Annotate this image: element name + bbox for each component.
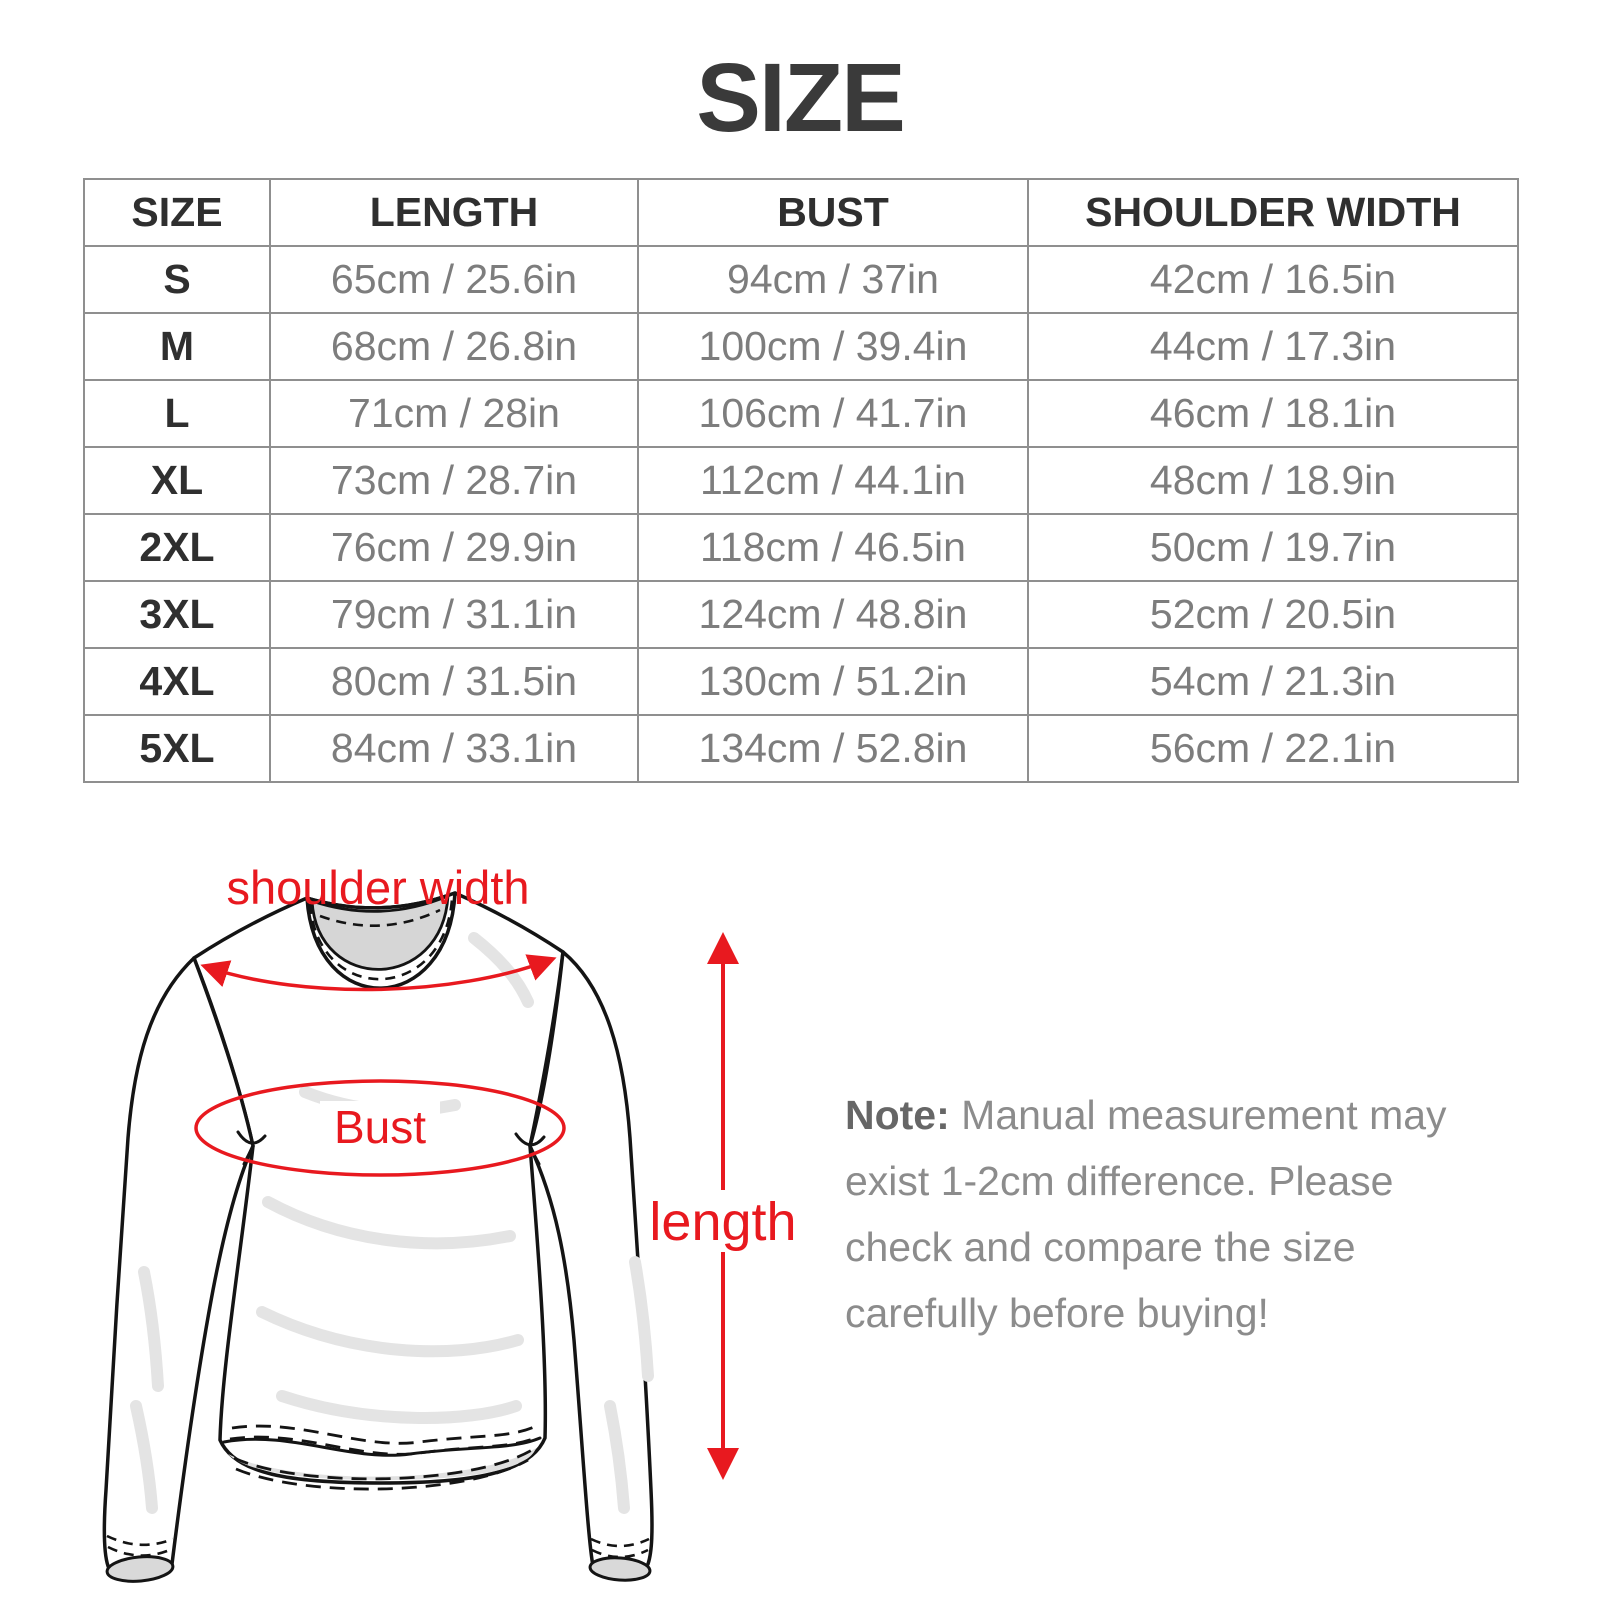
size-cell: S: [84, 246, 270, 313]
shoulder-cell: 54cm / 21.3in: [1028, 648, 1518, 715]
shoulder-cell: 48cm / 18.9in: [1028, 447, 1518, 514]
table-row: [84, 246, 1518, 313]
shoulder-cell: 42cm / 16.5in: [1028, 246, 1518, 313]
header-shoulder-width: SHOULDER WIDTH: [1028, 179, 1518, 246]
note-text: [845, 1082, 1460, 1346]
length-cell: 71cm / 28in: [270, 380, 638, 447]
bust-cell: 124cm / 48.8in: [638, 581, 1028, 648]
bust-label: Bust: [333, 1101, 427, 1153]
shoulder-cell: 56cm / 22.1in: [1028, 715, 1518, 782]
shoulder-width-label: shoulder width: [226, 861, 530, 914]
table-row: [84, 380, 1518, 447]
table-row: [84, 514, 1518, 581]
length-cell: 73cm / 28.7in: [270, 447, 638, 514]
bust-cell: 112cm / 44.1in: [638, 447, 1028, 514]
note-label: Note:: [845, 1092, 950, 1138]
length-cell: 68cm / 26.8in: [270, 313, 638, 380]
size-cell: 3XL: [84, 581, 270, 648]
note-body: Manual measurement may exist 1-2cm difference. Please check and compare the size carefully before buying!: [845, 1092, 1447, 1336]
table-row: [84, 581, 1518, 648]
bust-cell: 94cm / 37in: [638, 246, 1028, 313]
header-bust: BUST: [638, 179, 1028, 246]
table-header-row: [84, 179, 1518, 246]
page-title: SIZE: [696, 43, 904, 152]
table-row: [84, 648, 1518, 715]
size-cell: 5XL: [84, 715, 270, 782]
length-cell: 76cm / 29.9in: [270, 514, 638, 581]
bust-cell: 106cm / 41.7in: [638, 380, 1028, 447]
length-cell: 80cm / 31.5in: [270, 648, 638, 715]
bust-cell: 130cm / 51.2in: [638, 648, 1028, 715]
header-size: SIZE: [84, 179, 270, 246]
length-cell: 65cm / 25.6in: [270, 246, 638, 313]
size-cell: L: [84, 380, 270, 447]
size-cell: M: [84, 313, 270, 380]
length-cell: 84cm / 33.1in: [270, 715, 638, 782]
size-cell: 2XL: [84, 514, 270, 581]
size-table: [83, 178, 1519, 783]
table-row: [84, 313, 1518, 380]
size-cell: 4XL: [84, 648, 270, 715]
length-label: length: [649, 1192, 797, 1252]
shirt-measurement-diagram: [50, 840, 810, 1600]
bust-cell: 134cm / 52.8in: [638, 715, 1028, 782]
table-row: [84, 447, 1518, 514]
shoulder-cell: 52cm / 20.5in: [1028, 581, 1518, 648]
length-cell: 79cm / 31.1in: [270, 581, 638, 648]
bust-cell: 100cm / 39.4in: [638, 313, 1028, 380]
bust-cell: 118cm / 46.5in: [638, 514, 1028, 581]
shoulder-cell: 46cm / 18.1in: [1028, 380, 1518, 447]
table-row: [84, 715, 1518, 782]
header-length: LENGTH: [270, 179, 638, 246]
size-cell: XL: [84, 447, 270, 514]
shoulder-cell: 44cm / 17.3in: [1028, 313, 1518, 380]
shoulder-cell: 50cm / 19.7in: [1028, 514, 1518, 581]
